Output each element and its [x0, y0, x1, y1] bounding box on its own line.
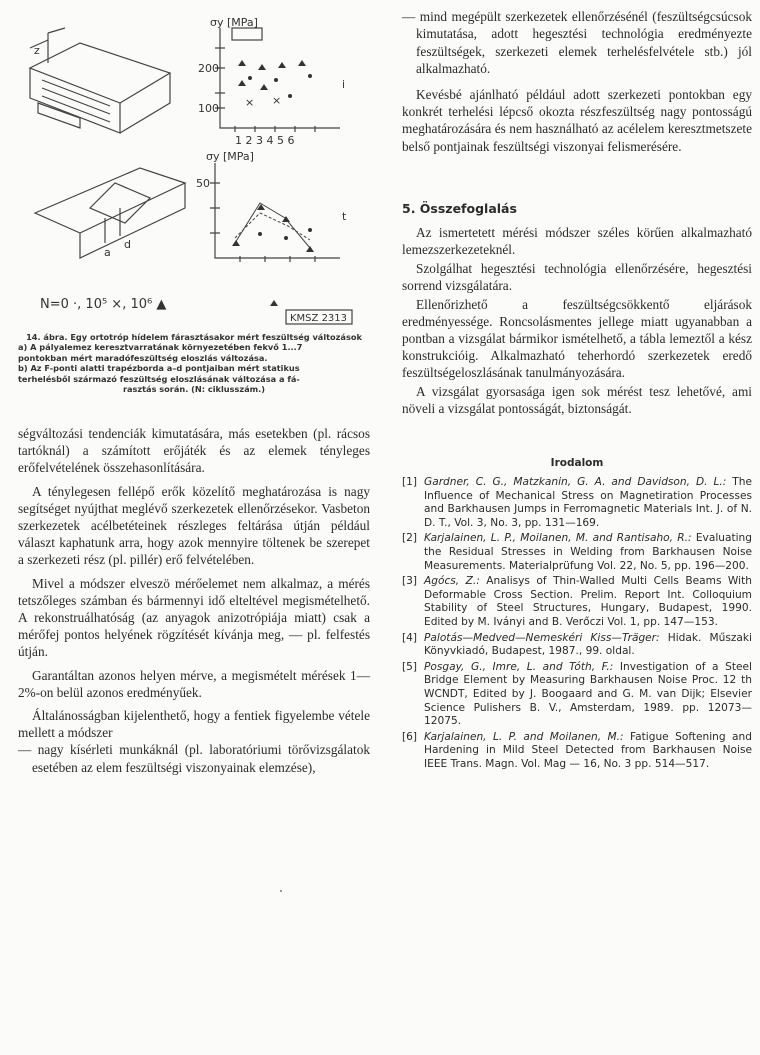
left-paragraph-1: ségváltozási tendenciák kimutatására, más esetekben (pl. rácsos tartóknál) a számított erőjáték és az elemek tényleges erőfelvételének összehasonlítására. [18, 426, 370, 476]
reference-authors: Posgay, G., Imre, L. and Tóth, F.: [424, 660, 614, 673]
label-d: d [124, 238, 131, 251]
caption-line-b1: b) Az F-ponti alatti trapézborda a–d pontjaiban mért statikus [18, 363, 300, 374]
reference-text: Investigation of a Steel Bridge Element by Measuring Barkhausen Noise Proc. 12 th WCNDT, Edited by J. Boogaard and G. M. van Dijk; Elsevier Science Pulishers B. V., Amsterdam, 1989. pp. 12073—12075. [424, 660, 752, 728]
reference-number: [6] [402, 730, 418, 743]
reference-authors: Gardner, C. G., Matzkanin, G. A. and Davidson, D. L.: [424, 476, 727, 488]
caption-line-b2: terhelésből származó feszültség eloszlásának változása a fá- [18, 373, 300, 384]
upper-tick-100: 100 [198, 102, 219, 115]
svg-text:×: × [245, 96, 255, 109]
references-heading: Irodalom [550, 457, 604, 469]
upper-tick-200: 200 [198, 62, 219, 75]
reference-text: Fatigue Softening and Hardening in Mild Steel Detected from Barkhausen Noise IEEE Trans. Magn. Vol. Mag — 16, No. 3 pp. 514—517. [424, 730, 752, 770]
right-paragraph-2: Kevésbé ajánlható például adott szerkezeti pontokban egy konkrét terhelési lépcső okozta részfeszültség nagy pontosságú meghatározására és nem használható az acélelem keresztmetszete belső pontjainak feszültségi viszonyai felismerésére. [402, 86, 752, 154]
summary-section [402, 224, 752, 419]
reference-authors: Agócs, Z.: [424, 575, 480, 588]
left-paragraph-2: A ténylegesen fellépő erők közelítő meghatározása is nagy segítséget nyújthat meglévő szerkezetek ellenőrzésekor. Vasbeton szerkezetek acélbetéteinek részleges feltárása útján például választ kaphatunk arra, hogy azok mennyire töltenek be szerepet a szerkezeti rész (pl. pillér) erő felvételében. [18, 483, 370, 568]
reference-list [402, 476, 752, 773]
reference-item [402, 661, 752, 729]
left-paragraph-5: Általánosságban kijelenthető, hogy a fentiek figyelembe vétele mellett a módszer [18, 708, 370, 741]
reference-text: Hidak. Műszaki Könyvkiadó, Budapest, 1987., 99. oldal. [424, 631, 752, 658]
figure-caption [18, 332, 370, 394]
reference-text: Analisys of Thin-Walled Multi Cells Beams With Deformable Cross Section. Prelim. Report Int. Colloquium Stability of Steel Structures, Hungary, Budapest, 1990. Edited by M. Iványi and B. Verőczi Vol. 1, pp. 147—153. [424, 575, 752, 628]
left-paragraph-3: Mivel a módszer elveszö mérőelemet nem alkalmaz, a mérés tetszőleges számban és bármennyi idő elteltével megismételhető. A rekonstruálhatóság (az anyagok anizotrópiája miatt) csak a mérőfej pontos helyének rögzítését kívánja meg, — pl. felfestés útján. [18, 575, 370, 660]
lower-axis-label: σy [MPa] [206, 150, 254, 163]
reference-authors: Palotás—Medved—Nemeskéri Kiss—Träger: [424, 631, 660, 644]
upper-axis-label: σy [MPa] [210, 16, 258, 29]
left-list-item: — nagy kísérleti munkáknál (pl. laboratóriumi törővizsgálatok esetében az elem feszültségi viszonyainak elemzése), [18, 742, 370, 775]
summary-paragraph-1: Az ismertetett mérési módszer széles körűen alkalmazható lemezszerkezeteknél. [402, 225, 752, 257]
upper-axis-i: i [342, 78, 346, 91]
reference-item [402, 575, 752, 629]
reference-number: [2] [402, 532, 418, 545]
reference-number: [4] [402, 631, 418, 644]
reference-text: The Influence of Mechanical Stress on Magnetiration Processes and Barkhausen Jumps in Ferromagnetic Materials Int. J. of N. D. T., Vol. 3, No. 3, pp. 131—169. [424, 476, 752, 529]
svg-text:×: × [272, 94, 282, 107]
reference-number: [3] [402, 575, 418, 588]
reference-authors: Karjalainen, L. P., Moilanen, M. and Rantisaho, R.: [424, 532, 692, 545]
reference-item [402, 532, 752, 573]
left-paragraph-4: Garantáltan azonos helyen mérve, a megismételt mérések 1—2%-on belül azonos eredményűek. [18, 667, 370, 700]
reference-item [402, 632, 752, 659]
lower-axis-t: t [342, 210, 347, 223]
reference-authors: Karjalainen, L. P. and Moilanen, M.: [424, 730, 624, 743]
upper-x-ticks: 1 2 3 4 5 6 [235, 134, 295, 147]
reference-text: Evaluating the Residual Stresses in Welding from Barkhausen Noise Measurements. Materialprüfung Vol. 22, No. 5, pp. 196—200. [424, 532, 752, 572]
summary-paragraph-3: Ellenőrizhető a feszültségcsökkentő eljárások eredményessége. Roncsolásmentes jellege miatt ugyanabban a pontban a vizsgálat bármikor ismételhető, a tábla lemeztől a kész konstrukcióig. Alkalmazható teherhordó szerkezetek eredő feszültségeloszlásának tanulmányozására. [402, 297, 752, 380]
summary-paragraph-4: A vizsgálat gyorsasága igen sok mérést tesz lehetővé, ami növeli a vizsgálat pontosságát, biztonságát. [402, 384, 752, 416]
caption-line-b3: rasztás során. (N: ciklusszám.) [122, 384, 266, 395]
legend-formula: N=0 ·, 10⁵ ×, 10⁶ ▲ [40, 297, 167, 312]
caption-line-a2: pontokban mért maradófeszültség eloszlás változása. [18, 352, 268, 363]
figure-drawing [20, 8, 360, 328]
page-speck [280, 890, 282, 892]
axis-z: z [34, 44, 40, 57]
right-list-item: — mind megépült szerkezetek ellenőrzésénél (feszültségcsúcsok kimutatása, adott hegesztési technológia eredményezte feszültségek, szerkezeti elemek terhelésfelvétele stb.) jól alkalmazható. [402, 9, 752, 77]
reference-item [402, 476, 752, 530]
stamp-label: KMSZ 2313 [290, 313, 348, 324]
left-body [18, 425, 370, 782]
reference-number: [1] [402, 476, 418, 488]
right-body [402, 8, 752, 163]
caption-line-a1: a) A pályalemez keresztvarratának környezetében fekvő 1...7 [18, 342, 303, 353]
figure-14 [20, 8, 360, 328]
section-heading: 5. Összefoglalás [402, 201, 517, 216]
label-a: a [104, 246, 111, 259]
reference-number: [5] [402, 660, 418, 673]
caption-title: 14. ábra. Egy ortotróp hídelem fárasztásakor mért feszültség változások [26, 332, 362, 342]
summary-paragraph-2: Szolgálhat hegesztési technológia ellenőrzésére, hegesztési sorrend vizsgálatára. [402, 261, 752, 293]
reference-item [402, 731, 752, 772]
lower-tick-50: 50 [196, 177, 210, 190]
